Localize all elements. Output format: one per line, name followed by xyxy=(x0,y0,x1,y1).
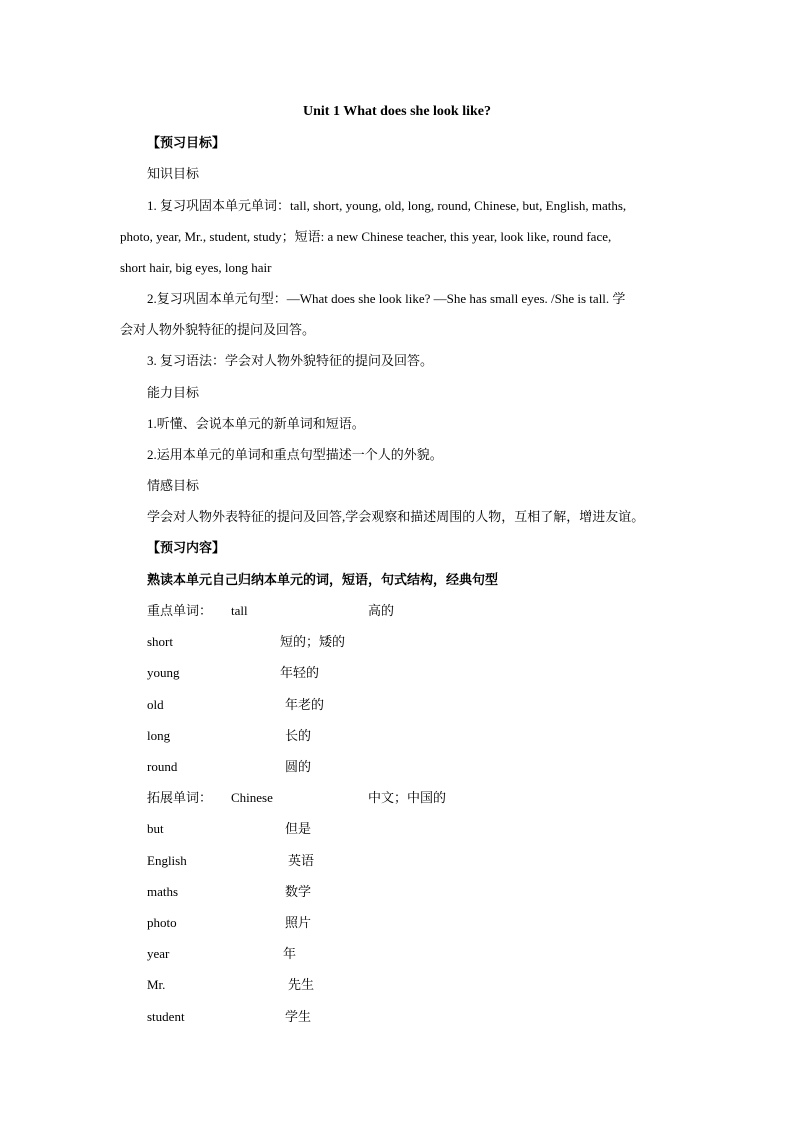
knowledge-item-1-line-1: 1. 复习巩固本单元单词：tall, short, young, old, long, round, Chinese, but, English, maths, xyxy=(147,198,627,213)
emotion-goals-heading: 情感目标 xyxy=(147,478,200,493)
word-zh: 年老的 xyxy=(285,697,325,712)
word-zh: 年 xyxy=(283,946,297,961)
section-heading-preview-goals: 【预习目标】 xyxy=(147,135,226,150)
emotion-item-1: 学会对人物外表特征的提问及回答,学会观察和描述周围的人物，互相了解，增进友谊。 xyxy=(147,509,645,524)
word-zh: 但是 xyxy=(285,821,312,836)
word-en: student xyxy=(147,1009,185,1024)
ability-item-2: 2.运用本单元的单词和重点句型描述一个人的外貌。 xyxy=(147,447,443,462)
knowledge-item-1-line-2: photo, year, Mr., student, study；短语: a new Chinese teacher, this year, look like, round face, xyxy=(120,229,612,244)
word-zh: 照片 xyxy=(285,915,312,930)
word-en: Chinese xyxy=(231,790,273,805)
word-zh: 短的；矮的 xyxy=(280,634,346,649)
knowledge-goals-heading: 知识目标 xyxy=(147,166,200,181)
word-zh: 高的 xyxy=(368,603,395,618)
word-en: but xyxy=(147,821,164,836)
word-en: tall xyxy=(231,603,248,618)
ability-item-1: 1.听懂、会说本单元的新单词和短语。 xyxy=(147,416,365,431)
knowledge-item-2-line-1: 2.复习巩固本单元句型：—What does she look like? —She has small eyes. /She is tall. 学 xyxy=(147,291,626,306)
knowledge-item-1-line-3: short hair, big eyes, long hair xyxy=(120,260,272,275)
word-en: photo xyxy=(147,915,177,930)
page-title: Unit 1 What does she look like? xyxy=(303,104,491,119)
word-zh: 年轻的 xyxy=(280,665,320,680)
word-en: young xyxy=(147,665,180,680)
word-en: year xyxy=(147,946,170,961)
ability-goals-heading: 能力目标 xyxy=(147,385,200,400)
key-words-label: 重点单词： xyxy=(147,603,213,618)
extended-words-label: 拓展单词： xyxy=(147,790,213,805)
word-zh: 长的 xyxy=(285,728,312,743)
instruction-text: 熟读本单元自己归纳本单元的词，短语，句式结构，经典句型 xyxy=(147,572,499,587)
word-zh: 学生 xyxy=(285,1009,312,1024)
word-en: Mr. xyxy=(147,977,166,992)
word-en: long xyxy=(147,728,171,743)
word-en: old xyxy=(147,697,164,712)
word-zh: 圆的 xyxy=(285,759,312,774)
knowledge-item-2-line-2: 会对人物外貌特征的提问及回答。 xyxy=(120,322,316,337)
word-en: short xyxy=(147,634,173,649)
section-heading-preview-content: 【预习内容】 xyxy=(147,540,226,555)
word-zh: 数学 xyxy=(285,884,312,899)
word-zh: 英语 xyxy=(288,853,315,868)
word-en: round xyxy=(147,759,178,774)
word-en: maths xyxy=(147,884,179,899)
word-en: English xyxy=(147,853,187,868)
word-zh: 中文；中国的 xyxy=(368,790,447,805)
knowledge-item-3: 3. 复习语法：学会对人物外貌特征的提问及回答。 xyxy=(147,353,434,368)
word-zh: 先生 xyxy=(288,977,315,992)
